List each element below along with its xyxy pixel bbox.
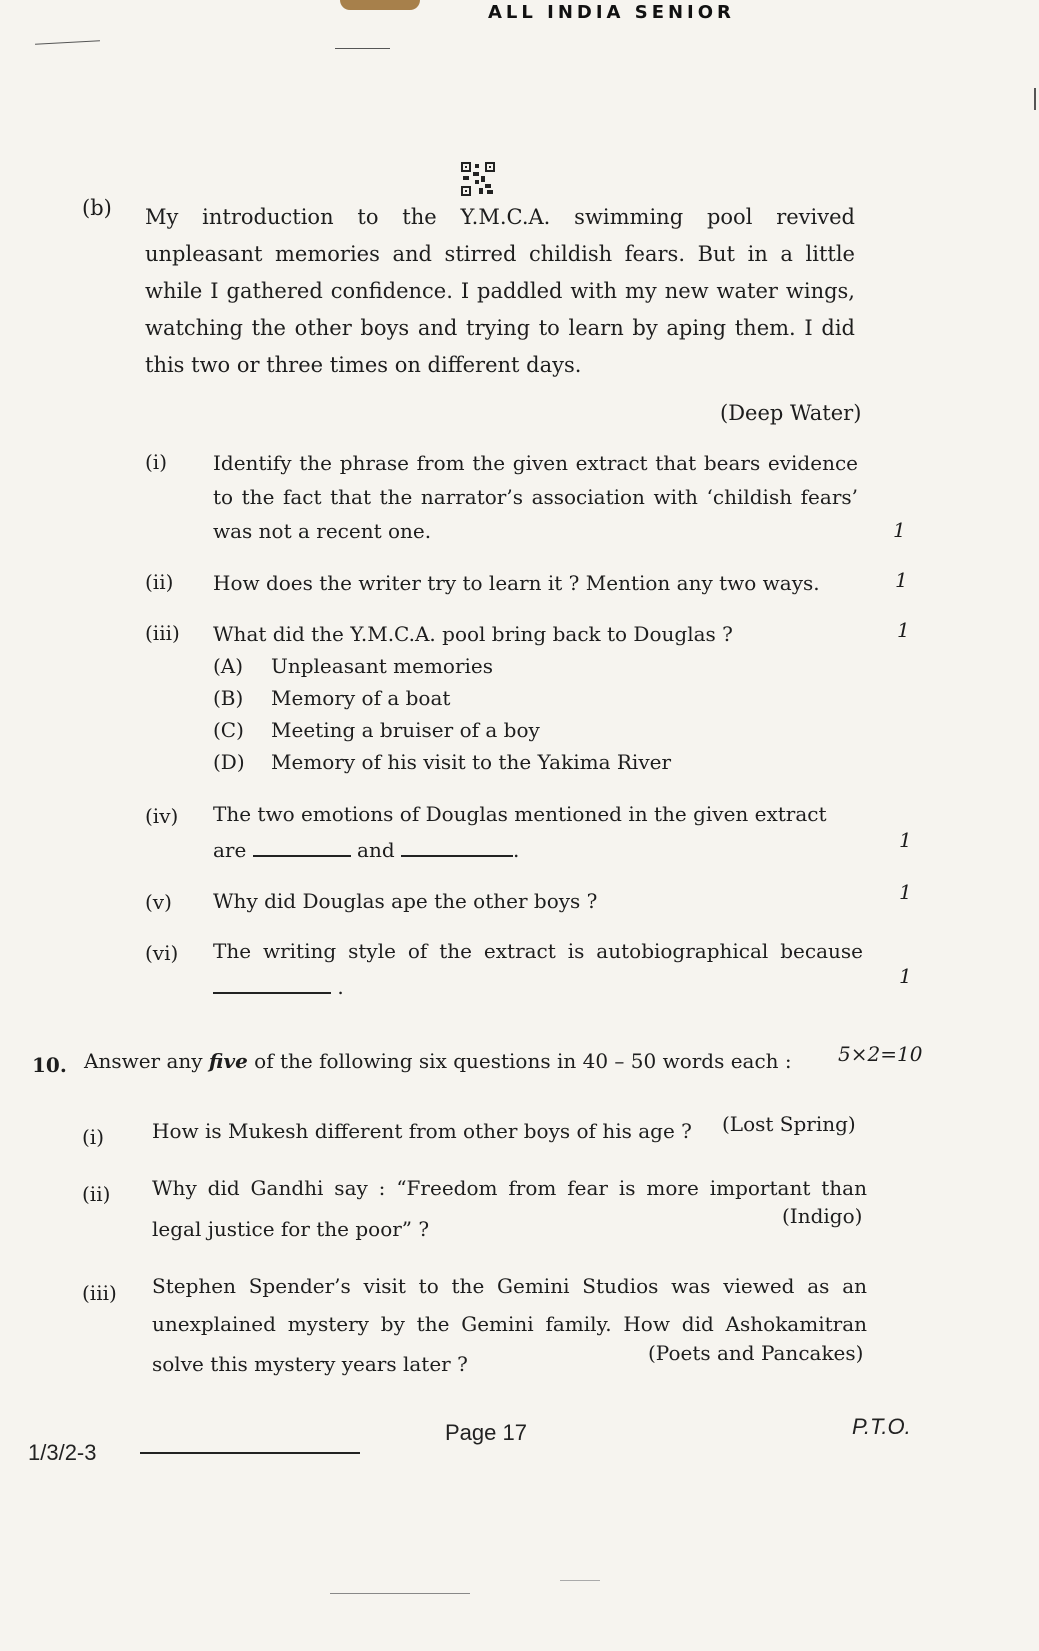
question-number: (ii) <box>82 1182 111 1206</box>
question-text-line: unexplained mystery by the Gemini family. How did Ashokamitran <box>152 1312 867 1336</box>
question-source: (Poets and Pancakes) <box>648 1341 864 1365</box>
question-text: What did the Y.M.C.A. pool bring back to Douglas ? <box>213 622 733 646</box>
paper-code: 1/3/2-3 <box>28 1440 97 1465</box>
question-10-number: 10. <box>32 1053 67 1077</box>
fill-in-line: . <box>213 970 344 1004</box>
question-number: (ii) <box>145 570 174 594</box>
option-b: (B) Memory of a boat <box>213 686 451 710</box>
question-text: Identify the phrase from the given extract that bears evidence to the fact that the narrator’s association with ‘childish fears’ was not a recent one. <box>213 451 858 543</box>
question-10-instruction: Answer any five of the following six questions in 40 – 50 words each : <box>84 1049 792 1073</box>
question-number: (i) <box>82 1125 105 1149</box>
page-header: ALL INDIA SENIOR <box>488 2 735 23</box>
question-text-line: legal justice for the poor” ? <box>152 1217 430 1241</box>
question-marks: 1 <box>893 518 906 542</box>
question-text: How is Mukesh different from other boys of his age ? <box>152 1119 692 1143</box>
question-text: How does the writer try to learn it ? Mention any two ways. <box>213 571 820 595</box>
page-edge-mark <box>560 1580 600 1581</box>
question-10-marks: 5×2=10 <box>838 1042 923 1066</box>
question-source: (Lost Spring) <box>722 1112 856 1136</box>
header-mark <box>35 40 100 44</box>
question-marks: 1 <box>899 828 912 852</box>
answer-blank <box>401 855 513 857</box>
question-number: (iii) <box>82 1281 117 1305</box>
extract-paragraph: My introduction to the Y.M.C.A. swimming pool revived unpleasant memories and stirred childish fears. But in a little while I gathered confidence. I paddled with my new water wings, watching the other boys and trying to learn by aping them. I did this two or three times on different days. <box>145 205 855 377</box>
question-marks: 1 <box>899 880 912 904</box>
question-source: (Indigo) <box>782 1204 863 1228</box>
fill-in-line: are and . <box>213 838 520 862</box>
question-number: (i) <box>145 450 168 474</box>
question-number: (iii) <box>145 621 180 645</box>
section-b-label: (b) <box>82 196 112 220</box>
qr-code-icon <box>461 162 495 196</box>
option-a: (A) Unpleasant memories <box>213 654 494 678</box>
question-text-line: solve this mystery years later ? <box>152 1352 468 1376</box>
question-text: The writing style of the extract is autobiographical because <box>213 939 863 963</box>
question-number: (iv) <box>145 804 179 828</box>
question-text-line: Stephen Spender’s visit to the Gemini Studios was viewed as an <box>152 1274 867 1298</box>
footer-rule <box>140 1452 360 1454</box>
question-text: Why did Douglas ape the other boys ? <box>213 889 598 913</box>
question-marks: 1 <box>897 618 910 642</box>
question-text: The two emotions of Douglas mentioned in the given extract <box>213 802 827 826</box>
please-turn-over: P.T.O. <box>852 1414 911 1439</box>
question-number: (vi) <box>145 941 179 965</box>
option-c: (C) Meeting a bruiser of a boy <box>213 718 540 742</box>
answer-blank <box>253 855 351 857</box>
option-d: (D) Memory of his visit to the Yakima River <box>213 750 672 774</box>
extract-source: (Deep Water) <box>720 401 862 425</box>
options-list <box>213 650 671 778</box>
question-marks: 1 <box>899 964 912 988</box>
page-number: Page 17 <box>445 1420 527 1445</box>
page-edge-mark <box>330 1593 470 1594</box>
answer-blank <box>213 992 331 994</box>
page-edge-mark <box>1034 88 1036 110</box>
question-text-line: Why did Gandhi say : “Freedom from fear is more important than <box>152 1176 867 1200</box>
header-mark <box>335 48 390 49</box>
tape-strip <box>340 0 420 10</box>
question-marks: 1 <box>895 568 908 592</box>
question-number: (v) <box>145 890 172 914</box>
